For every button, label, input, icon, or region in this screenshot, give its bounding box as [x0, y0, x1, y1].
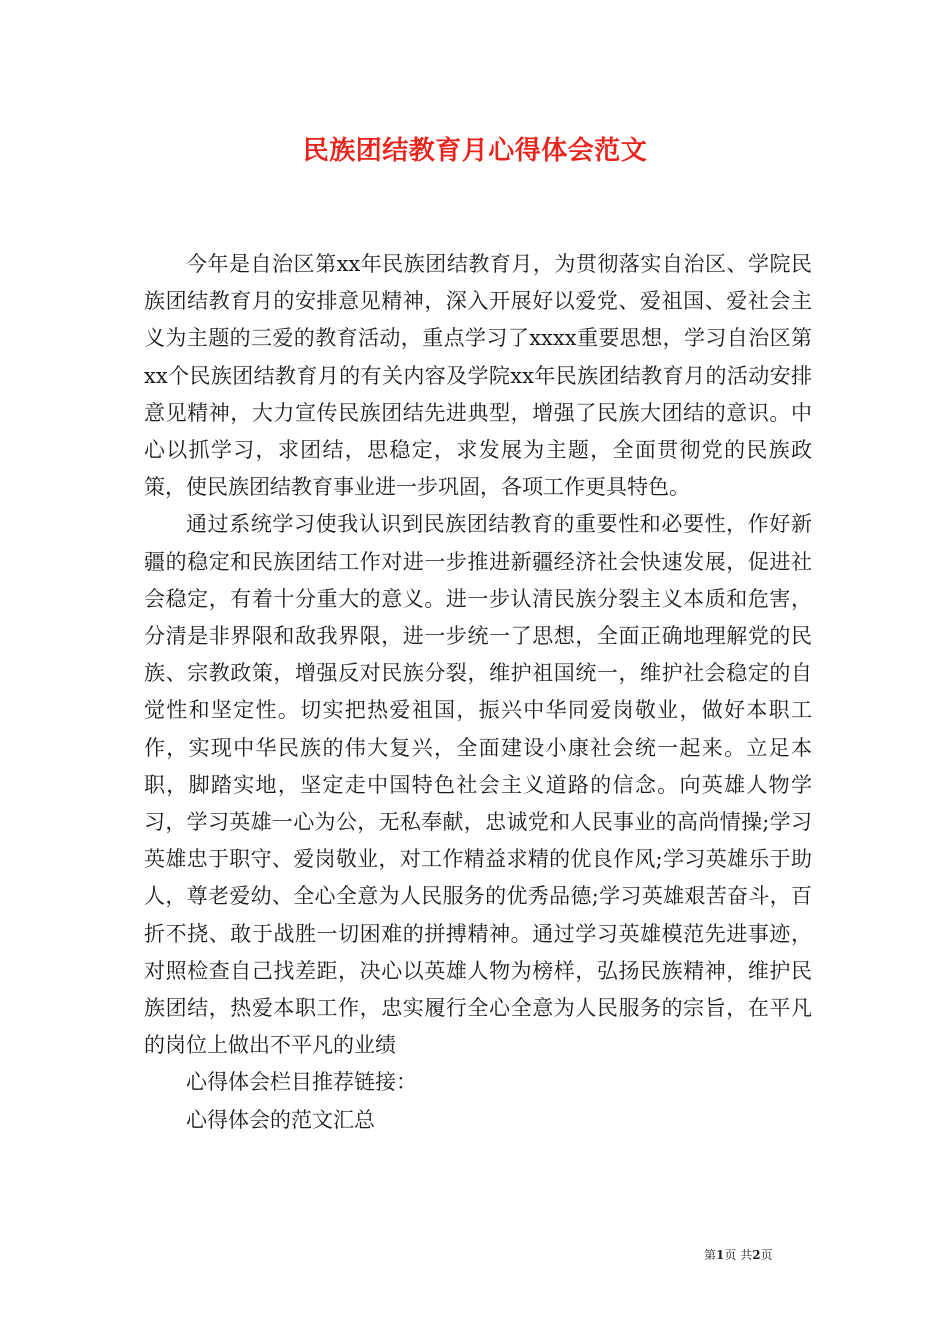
paragraph-main: 通过系统学习使我认识到民族团结教育的重要性和必要性，作好新疆的稳定和民族团结工作对进一步推进新疆经济社会快速发展，促进社会稳定，有着十分重大的意义。进一步认清民族分裂主义本质和危害，分清是非界限和敌我界限，进一步统一了思想，全面正确地理解党的民族、宗教政策，增强反对民族分裂，维护祖国统一，维护社会稳定的自觉性和坚定性。切实把热爱祖国，振兴中华同爱岗敬业，做好本职工作，实现中华民族的伟大复兴，全面建设小康社会统一起来。立足本职，脚踏实地，坚定走中国特色社会主义道路的信念。向英雄人物学习，学习英雄一心为公，无私奉献，忠诚党和人民事业的高尚情操;学习英雄忠于职守、爱岗敬业，对工作精益求精的优良作风;学习英雄乐于助人，尊老爱幼、全心全意为人民服务的优秀品德;学习英雄艰苦奋斗，百折不挠、敢于战胜一切困难的拼搏精神。通过学习英雄模范先进事迹，对照检查自己找差距，决心以英雄人物为榜样，弘扬民族精神，维护民族团结，热爱本职工作，忠实履行全心全意为人民服务的宗旨，在平凡的岗位上做出不平凡的业绩 — [144, 512, 812, 1058]
document-body — [144, 246, 812, 1139]
footer-middle: 页 共 — [724, 1248, 753, 1262]
footer-suffix: 页 — [760, 1248, 773, 1262]
recommend-link-item[interactable]: 心得体会的范文汇总 — [186, 1107, 375, 1132]
total-pages-number: 2 — [752, 1248, 761, 1262]
page-number-footer — [704, 1247, 824, 1263]
current-page-number: 1 — [716, 1248, 725, 1262]
paragraph-intro: 今年是自治区第xx年民族团结教育月，为贯彻落实自治区、学院民族团结教育月的安排意见精神，深入开展好以爱党、爱祖国、爱社会主义为主题的三爱的教育活动，重点学习了xxxx重要思想，学习自治区第xx个民族团结教育月的有关内容及学院xx年民族团结教育月的活动安排意见精神，大力宣传民族团结先进典型，增强了民族大团结的意识。中心以抓学习，求团结，思稳定，求发展为主题，全面贯彻党的民族政策，使民族团结教育事业进一步巩固，各项工作更具特色。 — [144, 252, 812, 500]
recommend-link-heading: 心得体会栏目推荐链接： — [186, 1070, 417, 1095]
document-title: 民族团结教育月心得体会范文 — [302, 136, 648, 166]
footer-prefix: 第 — [704, 1248, 717, 1262]
